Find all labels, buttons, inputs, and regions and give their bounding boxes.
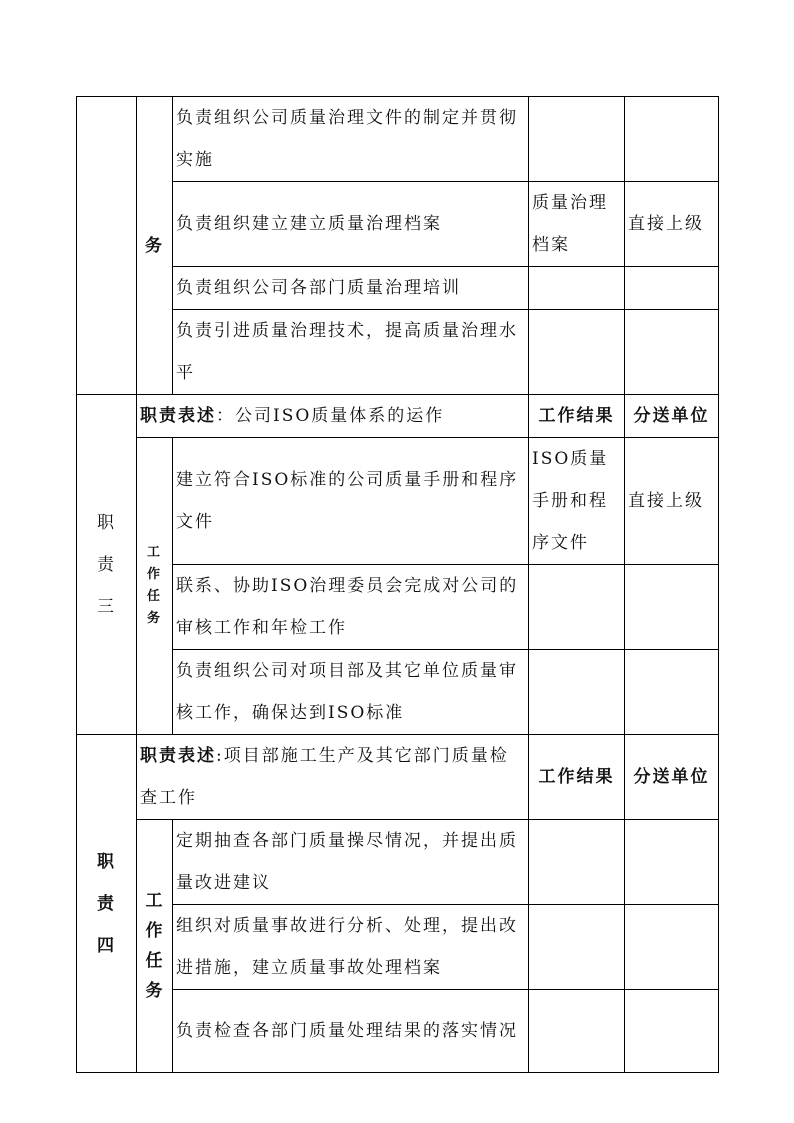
table-row <box>77 905 719 990</box>
result-cell <box>529 97 625 182</box>
table-row <box>77 990 719 1073</box>
result-header: 工作结果 <box>529 395 625 438</box>
dest-cell <box>625 650 719 735</box>
duty-table <box>76 96 719 1073</box>
duty-label: 职责三 <box>97 512 116 617</box>
dest-cell <box>625 565 719 650</box>
result-cell <box>529 310 625 395</box>
dest-header: 分送单位 <box>625 395 719 438</box>
duty-description-label: 职责表述 <box>140 406 216 426</box>
task-cell: 组织对质量事故进行分析、处理，提出改进措施，建立质量事故处理档案 <box>173 905 529 990</box>
dest-cell: 直接上级 <box>625 438 719 565</box>
task-cell: 联系、协助ISO治理委员会完成对公司的审核工作和年检工作 <box>173 565 529 650</box>
task-cell: 负责检查各部门质量处理结果的落实情况 <box>173 990 529 1073</box>
table-row <box>77 650 719 735</box>
dest-cell <box>625 905 719 990</box>
task-cell: 建立符合ISO标准的公司质量手册和程序文件 <box>173 438 529 565</box>
duty-description-label: 职责表述 <box>140 746 216 766</box>
table-row <box>77 97 719 182</box>
duty-label: 职责四 <box>97 851 116 956</box>
result-cell <box>529 650 625 735</box>
result-header: 工作结果 <box>529 735 625 820</box>
result-cell <box>529 990 625 1073</box>
dest-cell <box>625 990 719 1073</box>
table-row <box>77 820 719 905</box>
result-cell <box>529 820 625 905</box>
task-cell: 负责组织公司质量治理文件的制定并贯彻实施 <box>173 97 529 182</box>
result-cell <box>529 565 625 650</box>
table-row <box>77 267 719 310</box>
dest-cell <box>625 310 719 395</box>
dest-cell <box>625 97 719 182</box>
task-cell: 定期抽查各部门质量操尽情况，并提出质量改进建议 <box>173 820 529 905</box>
duty-label-cell <box>77 97 137 395</box>
task-label: 工作任务 <box>145 891 165 1001</box>
task-cell: 负责组织建立建立质量治理档案 <box>173 182 529 267</box>
duty-label-cell <box>77 395 137 735</box>
task-label-cell: 务 <box>137 97 173 395</box>
table-row <box>77 438 719 565</box>
table-row <box>77 182 719 267</box>
dest-cell: 直接上级 <box>625 182 719 267</box>
task-label-cell <box>137 820 173 1073</box>
task-cell: 负责引进质量治理技术，提高质量治理水平 <box>173 310 529 395</box>
task-label-cell <box>137 438 173 735</box>
task-cell: 负责组织公司各部门质量治理培训 <box>173 267 529 310</box>
table-row <box>77 735 719 820</box>
dest-cell <box>625 820 719 905</box>
dest-cell <box>625 267 719 310</box>
dest-header: 分送单位 <box>625 735 719 820</box>
table-row <box>77 565 719 650</box>
result-cell <box>529 905 625 990</box>
duty-description-cell <box>137 395 529 438</box>
duty-description: :项目部施工生产及其它部门质量检查工作 <box>140 746 509 808</box>
result-cell: ISO质量手册和程序文件 <box>529 438 625 565</box>
table-row <box>77 310 719 395</box>
task-label: 工作任务 <box>146 545 162 626</box>
table-row <box>77 395 719 438</box>
duty-description-cell <box>137 735 529 820</box>
task-cell: 负责组织公司对项目部及其它单位质量审核工作，确保达到ISO标准 <box>173 650 529 735</box>
duty-description: ：公司ISO质量体系的运作 <box>216 406 445 426</box>
result-cell <box>529 267 625 310</box>
duty-label-cell <box>77 735 137 1073</box>
result-cell: 质量治理档案 <box>529 182 625 267</box>
